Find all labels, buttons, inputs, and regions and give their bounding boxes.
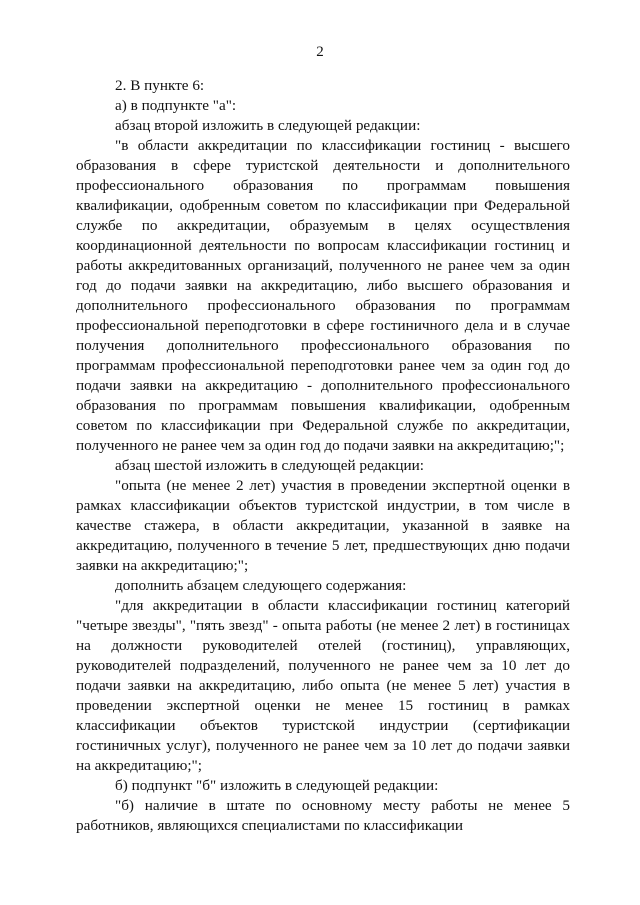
paragraph-quote-experience: "опыта (не менее 2 лет) участия в проведении экспертной оценки в рамках классификации объектов туристской индустрии, в том числе в качестве стажера, в области аккредитации, указанной в заявке на аккредитацию, полученного в течение 5 лет, предшествующих дню подачи заявки на аккредитацию;"; — [76, 477, 570, 574]
paragraph-quote-education: "в области аккредитации по классификации гостиниц - высшего образования в сфере туристской деятельности и дополнительного профессионального образования по программам повышения квалификации, одобренным советом по классификации при Федеральной службе по аккредитации, образуемым в целях осуществления координационной деятельности по вопросам классификации гостиниц и работы аккредитованных организаций, полученного не ранее чем за один год до подачи заявки на аккредитацию, либо высшего образования и дополнительного профессионального образования по программам профессиональной переподготовки в сфере гостиничного дела и в случае получения дополнительного профессионального образования по программам профессиональной переподготовки ранее чем за один год до подачи заявки на аккредитацию - дополнительного профессионального образования по программам повышения квалификации, одобренным советом по классификации при Федеральной службе по аккредитации, полученного не ранее чем за один год до подачи заявки на аккредитацию;"; — [76, 137, 570, 454]
document-body — [76, 76, 570, 836]
paragraph-subpoint-b: б) подпункт "б" изложить в следующей редакции: — [115, 777, 439, 794]
paragraph-instruction-sixth-abzac: абзац шестой изложить в следующей редакции: — [115, 457, 424, 474]
paragraph-section-heading: 2. В пункте 6: — [115, 77, 205, 94]
paragraph-subpoint-a: а) в подпункте "а": — [115, 97, 237, 114]
paragraph-quote-hotel-categories: "для аккредитации в области классификации гостиниц категорий "четыре звезды", "пять звезд" - опыта работы (не менее 2 лет) в гостиницах на должности руководителей отелей (гостиниц), управляющих, руководителей подразделений, полученного не ранее чем за 10 лет до подачи заявки на аккредитацию, либо опыта (не менее 5 лет) участия в проведении экспертной оценки не менее 15 гостиниц в рамках классификации объектов туристской индустрии (сертификации гостиничных услуг), полученного не ранее чем за 10 лет до подачи заявки на аккредитацию;"; — [76, 597, 570, 774]
page-number: 2 — [316, 44, 324, 60]
paragraph-instruction-add-abzac: дополнить абзацем следующего содержания: — [115, 577, 407, 594]
paragraph-instruction-second-abzac: абзац второй изложить в следующей редакции: — [115, 117, 421, 134]
paragraph-quote-staff: "б) наличие в штате по основному месту работы не менее 5 работников, являющихся специалистами по классификации — [76, 797, 570, 834]
